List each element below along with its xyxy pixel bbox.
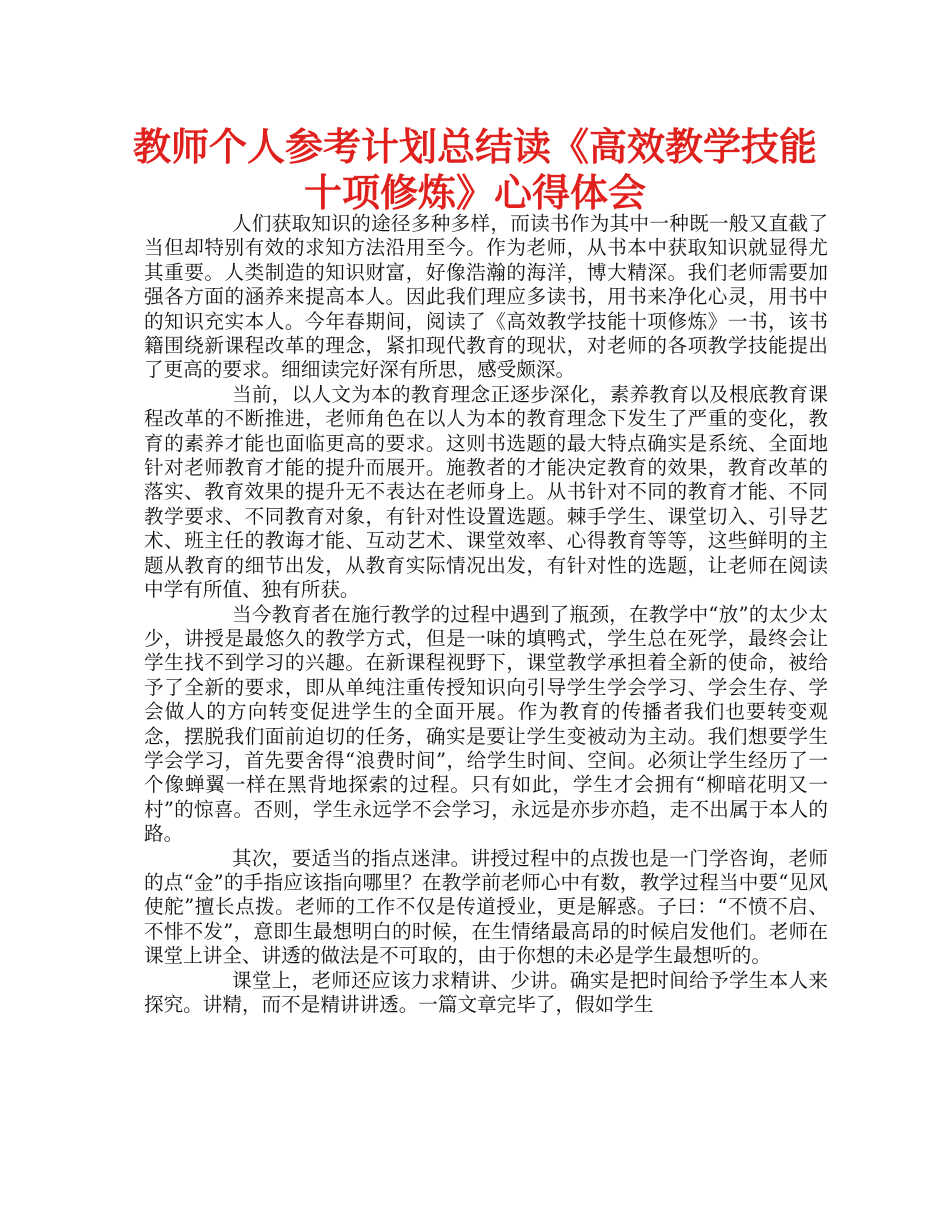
paragraph-1: 人们获取知识的途径多种多样，而读书作为其中一种既一般又直截了当但却特别有效的求知方法沿用至今。作为老师，从书本中获取知识就显得尤其重要。人类制造的知识财富，好像浩瀚的海洋，博大精深。我们老师需要加强各方面的涵养来提高本人。因此我们理应多读书，用书来净化心灵，用书中的知识充实本人。今年春期间，阅读了《高效教学技能十项修炼》一书，该书籍围绕新课程改革的理念，紧扣现代教育的现状，对老师的各项教学技能提出了更高的要求。细细读完好深有所思，感受颇深。 <box>144 212 828 382</box>
paragraph-2: 当前，以人文为本的教育理念正逐步深化，素养教育以及根底教育课程改革的不断推进，老师角色在以人为本的教育理念下发生了严重的变化，教育的素养才能也面临更高的要求。这则书选题的最大特点确实是系统、全面地针对老师教育才能的提升而展开。施教者的才能决定教育的效果，教育改革的落实、教育效果的提升无不表达在老师身上。从书针对不同的教育才能、不同教学要求、不同教育对象，有针对性设置选题。棘手学生、课堂切入、引导艺术、班主任的教诲才能、互动艺术、课堂效率、心得教育等等，这些鲜明的主题从教育的细节出发，从教育实际情况出发，有针对性的选题，让老师在阅读中学有所值、独有所获。 <box>144 382 828 602</box>
document-body <box>144 212 828 1017</box>
paragraph-5: 课堂上，老师还应该力求精讲、少讲。确实是把时间给予学生本人来探究。讲精，而不是精讲讲透。一篇文章完毕了，假如学生 <box>144 968 828 1016</box>
document-title: 教师个人参考计划总结读《高效教学技能十项修炼》心得体会 <box>132 125 817 215</box>
paragraph-4: 其次，要适当的指点迷津。讲授过程中的点拨也是一门学咨询，老师的点“金”的手指应该指向哪里？在教学前老师心中有数，教学过程当中要“见风使舵”擅长点拨。老师的工作不仅是传道授业，更是解惑。子曰：“不愤不启、不悱不发”，意即生最想明白的时候，在生情绪最高昂的时候启发他们。老师在课堂上讲全、讲透的做法是不可取的，由于你想的未必是学生最想听的。 <box>144 846 828 968</box>
paragraph-3: 当今教育者在施行教学的过程中遇到了瓶颈，在教学中“放”的太少太少，讲授是最悠久的教学方式，但是一味的填鸭式，学生总在死学，最终会让学生找不到学习的兴趣。在新课程视野下，课堂教学承担着全新的使命，被给予了全新的要求，即从单纯注重传授知识向引导学生学会学习、学会生存、学会做人的方向转变促进学生的全面开展。作为教育的传播者我们也要转变观念，摆脱我们面前迫切的任务，确实是要让学生变被动为主动。我们想要学生学会学习，首先要舍得“浪费时间”，给学生时间、空间。必须让学生经历了一个像蝉翼一样在黑背地探索的过程。只有如此，学生才会拥有“柳暗花明又一村”的惊喜。否则，学生永远学不会学习，永远是亦步亦趋，走不出属于本人的路。 <box>144 602 828 846</box>
